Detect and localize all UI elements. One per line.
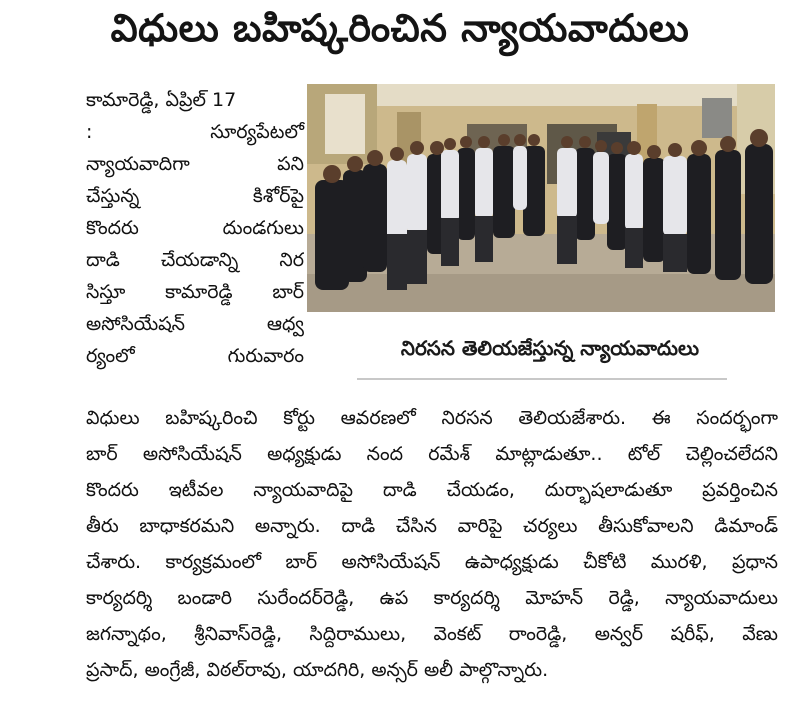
lead-paragraph	[86, 84, 304, 372]
headline: విధులు బహిష్కరించిన న్యాయవాదులు	[110, 6, 690, 50]
caption-divider	[357, 378, 727, 380]
lead-line: కొందరు దుండగులు	[86, 217, 304, 239]
news-photo	[307, 84, 775, 312]
body-line: తీరు బాధాకరమని అన్నారు. దాడి చేసిన వారిపై చర్యలు తీసుకోవాలని డిమాండ్	[86, 515, 778, 537]
lead-line: సిస్తూ కామారెడ్డి బార్	[86, 281, 304, 303]
article-body	[86, 400, 778, 688]
lead-line: చేస్తున్న కిశోర్‌పై	[86, 185, 304, 207]
body-line: చేశారు. కార్యక్రమంలో బార్ అసోసియేషన్ ఉపాధ్యక్షుడు చీకోటి మురళి, ప్రధాన	[86, 551, 778, 573]
body-line: జగన్నాథం, శ్రీనివాస్‌రెడ్డి, సిద్దిరాములు, వెంకట్ రాంరెడ్డి, అన్వర్ షరీఫ్, వేణు	[86, 623, 778, 645]
lead-line: ర్యంలో గురువారం	[86, 345, 304, 367]
body-line: విధులు బహిష్కరించి కోర్టు ఆవరణలో నిరసన తెలియజేశారు. ఈ సందర్భంగా	[86, 407, 778, 429]
body-line: ప్రసాద్, అంగ్రేజీ, విఠల్‌రావు, యాదగిరి, అన్సర్ అలీ పాల్గొన్నారు.	[86, 659, 549, 681]
lead-line: కామారెడ్డి, ఏప్రిల్ 17	[86, 89, 237, 111]
lead-line: దాడి చేయడాన్ని నిర	[86, 249, 304, 271]
lead-line: న్యాయవాదిగా పని	[86, 153, 304, 175]
lawyers-group-photo	[307, 84, 775, 312]
body-line: కొందరు ఇటీవల న్యాయవాదిపై దాడి చేయడం, దుర్భాషలాడుతూ ప్రవర్తించిన	[86, 479, 778, 501]
lead-line: : సూర్యపేటలో	[86, 121, 304, 143]
lead-line: అసోసియేషన్ ఆధ్వ	[86, 313, 304, 335]
photo-caption: నిరసన తెలియజేస్తున్న న్యాయవాదులు	[400, 336, 700, 360]
body-line: బార్ అసోసియేషన్ అధ్యక్షుడు నంద రమేశ్ మాట్లాడుతూ.. టోల్ చెల్లించలేదని	[86, 443, 778, 465]
body-line: కార్యదర్శి బండారి సురేందర్‌రెడ్డి, ఉప కార్యదర్శి మోహన్ రెడ్డి, న్యాయవాదులు	[86, 587, 778, 609]
